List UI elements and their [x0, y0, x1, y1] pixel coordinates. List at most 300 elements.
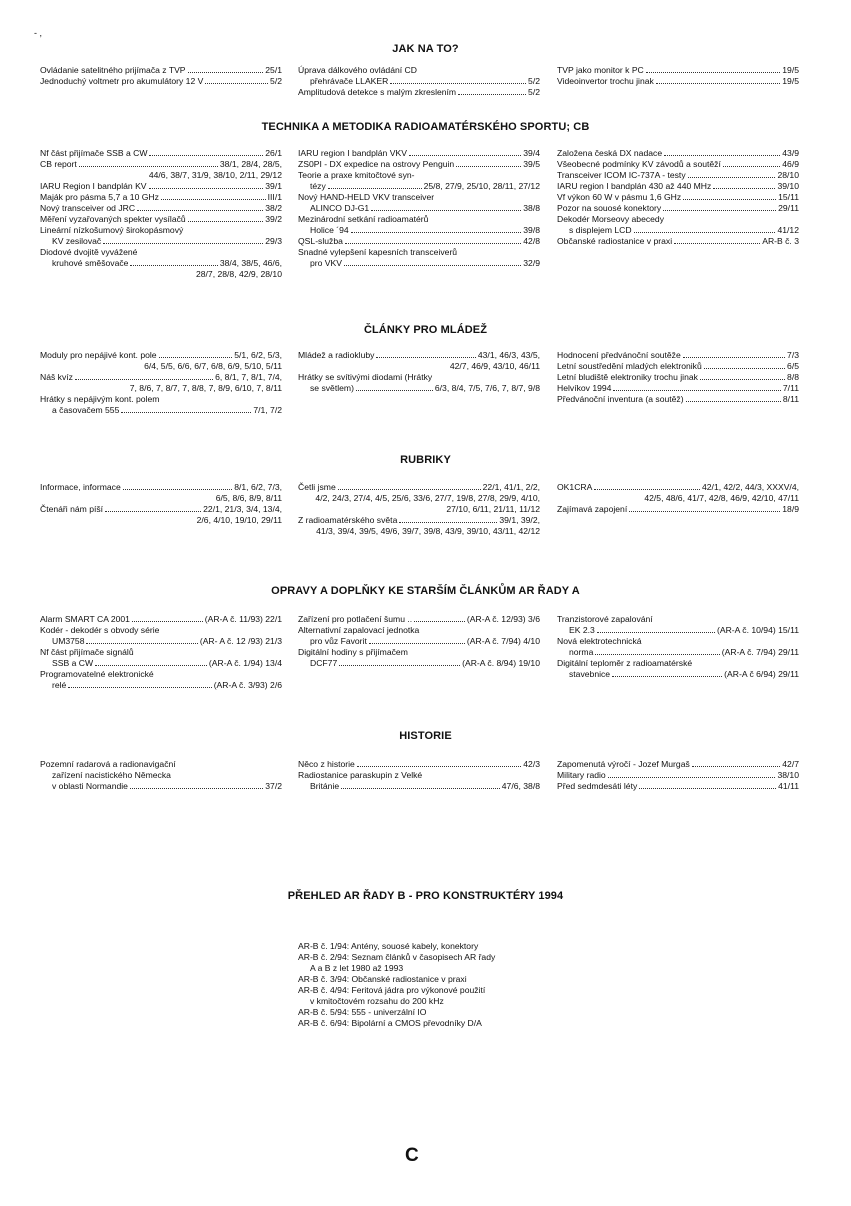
index-entry — [557, 203, 799, 214]
entry-pages: 19/5 — [782, 65, 799, 75]
entry-pages: 41/12 — [777, 225, 799, 235]
entry-title: Zařízení pro potlačení šumu .. — [298, 614, 413, 624]
section-heading: RUBRIKY — [400, 454, 451, 466]
entry-title: Založena česká DX nadace — [557, 148, 663, 158]
index-entry — [40, 181, 282, 192]
dot-leader — [595, 654, 719, 655]
section-column — [298, 759, 540, 792]
entry-pages: 6/5 — [787, 361, 799, 371]
index-entry — [557, 170, 799, 181]
index-entry — [298, 148, 540, 159]
index-entry: Programovatelné elektronické — [40, 669, 154, 679]
index-entry — [40, 614, 282, 625]
dot-leader — [704, 368, 785, 369]
index-entry — [557, 181, 799, 192]
entry-title: Moduly pro nepájivé kont. pole — [40, 350, 157, 360]
index-entry: zařízení nacistického Německa — [52, 770, 171, 780]
arb-line: AR-B č. 5/94: 555 - univerzální IO — [298, 1007, 427, 1017]
index-entry: Nová elektrotechnická — [557, 636, 642, 646]
index-entry — [298, 225, 540, 236]
entry-title: pro VKV — [310, 258, 343, 268]
dot-leader — [456, 166, 521, 167]
dot-leader — [149, 155, 263, 156]
dot-leader — [137, 210, 263, 211]
entry-pages: (AR-A č. 7/94) 4/10 — [466, 636, 540, 646]
entry-pages: 19/5 — [782, 76, 799, 86]
index-entry — [40, 214, 282, 225]
entry-title: v oblasti Normandie — [52, 781, 128, 791]
index-entry — [298, 482, 540, 493]
entry-title: Holice ´94 — [310, 225, 349, 235]
index-entry — [40, 482, 282, 493]
corner-mark: - , — [34, 28, 42, 38]
entry-title: ZS0PI - DX expedice na ostrovy Penguin — [298, 159, 455, 169]
index-entry: Hrátky s nepájivým kont. polem — [40, 394, 160, 404]
entry-title: KV zesilovač — [52, 236, 102, 246]
entry-pages: (AR- A č. 12 /93) 21/3 — [199, 636, 282, 646]
section-column — [298, 614, 540, 669]
entry-pages: (AR-A č. 11/93) 22/1 — [204, 614, 282, 624]
index-entry — [557, 759, 799, 770]
dot-leader — [75, 379, 213, 380]
entry-title: Letní soustředění mladých elektroniků — [557, 361, 702, 371]
index-entry: Úprava dálkového ovládání CD — [298, 65, 417, 75]
entry-pages: 38/2 — [265, 203, 282, 213]
index-entry — [40, 372, 282, 383]
entry-title: Maják pro pásma 5,7 a 10 GHz — [40, 192, 159, 202]
entry-pages: 39/4 — [523, 148, 540, 158]
entry-title: Zajímavá zapojení — [557, 504, 628, 514]
entry-pages: AR-B č. 3 — [762, 236, 799, 246]
entry-title: Pozor na souosé konektory — [557, 203, 662, 213]
entry-pages: 39/1, 39/2, — [499, 515, 540, 525]
entry-pages: 42/7 — [782, 759, 799, 769]
entry-pages: 6/3, 8/4, 7/5, 7/6, 7, 8/7, 9/8 — [434, 383, 540, 393]
dot-leader — [674, 243, 760, 244]
dot-leader — [130, 788, 263, 789]
index-entry — [557, 65, 799, 76]
entry-title: Před sedmdesáti léty — [557, 781, 638, 791]
entry-pages: 41/11 — [778, 781, 799, 791]
index-entry — [557, 647, 799, 658]
entry-title: IARU region I bandplán 430 až 440 MHz — [557, 181, 712, 191]
page-letter: C — [405, 1145, 419, 1166]
entry-title: přehrávače LLAKER — [310, 76, 389, 86]
entry-pages-continued: 44/6, 38/7, 31/9, 38/10, 2/11, 29/12 — [148, 170, 282, 180]
entry-title: Amplitudová detekce s malým zkreslením — [298, 87, 457, 97]
entry-title: Hodnocení předvánoční soutěže — [557, 350, 681, 360]
entry-pages: 38/8 — [523, 203, 540, 213]
dot-leader — [613, 390, 780, 391]
entry-title: IARU region I bandplán VKV — [298, 148, 407, 158]
index-entry — [40, 76, 282, 87]
entry-pages: 25/8, 27/9, 25/10, 28/11, 27/12 — [423, 181, 540, 191]
arb-line: AR-B č. 2/94: Seznam článků v časopisech AR řady — [298, 952, 496, 962]
index-entry — [557, 504, 799, 515]
section-column — [557, 65, 799, 87]
dot-leader — [664, 155, 780, 156]
section-column — [40, 482, 282, 526]
entry-pages-continued: 42/7, 46/9, 43/10, 46/11 — [449, 361, 540, 371]
entry-title: Něco z historie — [298, 759, 355, 769]
entry-pages: (AR-A č 6/94) 29/11 — [724, 669, 799, 679]
entry-pages: 38/10 — [777, 770, 799, 780]
dot-leader — [597, 632, 715, 633]
index-entry — [40, 258, 282, 269]
entry-pages: 29/11 — [778, 203, 799, 213]
entry-pages: 5/2 — [270, 76, 282, 86]
dot-leader — [188, 72, 264, 73]
dot-leader — [328, 188, 422, 189]
index-entry — [40, 658, 282, 669]
entry-pages: 39/8 — [523, 225, 540, 235]
entry-pages: 42/8 — [523, 236, 540, 246]
entry-pages: (AR-A č. 8/94) 19/10 — [462, 658, 540, 668]
entry-pages: 39/10 — [777, 181, 799, 191]
dot-leader — [79, 166, 218, 167]
section-heading: TECHNIKA A METODIKA RADIOAMATÉRSKÉHO SPORTU; CB — [261, 121, 590, 133]
index-entry — [40, 636, 282, 647]
section-column — [40, 759, 282, 792]
entry-pages: 5/1, 6/2, 5/3, — [234, 350, 282, 360]
index-entry — [557, 76, 799, 87]
entry-pages: 7/3 — [787, 350, 799, 360]
entry-pages: (AR-A č. 10/94) 15/11 — [716, 625, 799, 635]
index-entry — [40, 148, 282, 159]
index-entry — [298, 350, 540, 361]
entry-pages-continued: 41/3, 39/4, 39/5, 49/6, 39/7, 39/8, 43/9, 39/10, 43/11, 42/12 — [316, 526, 540, 536]
dot-leader — [86, 643, 197, 644]
dot-leader — [409, 155, 521, 156]
dot-leader — [399, 522, 497, 523]
dot-leader — [683, 357, 785, 358]
dot-leader — [121, 412, 251, 413]
index-entry — [298, 76, 540, 87]
dot-leader — [371, 210, 521, 211]
index-entry — [298, 636, 540, 647]
entry-title: Ovládanie satelitného prijímača z TVP — [40, 65, 186, 75]
dot-leader — [351, 232, 522, 233]
entry-pages: 8/1, 6/2, 7/3, — [234, 482, 282, 492]
entry-pages-continued: 4/2, 24/3, 27/4, 4/5, 25/6, 33/6, 27/7, 19/8, 27/8, 29/9, 4/10, 27/10, 6/11, 21/11, 11/12 — [315, 493, 540, 514]
dot-leader — [390, 83, 526, 84]
dot-leader — [369, 643, 465, 644]
index-entry: Dekodér Morseovy abecedy — [557, 214, 664, 224]
entry-pages: 39/1 — [265, 181, 282, 191]
dot-leader — [656, 83, 780, 84]
entry-title: tézy — [310, 181, 326, 191]
entry-pages: 22/1, 21/3, 3/4, 13/4, — [203, 504, 282, 514]
index-entry — [40, 236, 282, 247]
entry-pages: (AR-A č. 7/94) 29/11 — [721, 647, 799, 657]
index-entry: Digitální hodiny s přijímačem — [298, 647, 408, 657]
entry-pages: 7/11 — [782, 383, 799, 393]
entry-title: Náš kvíz — [40, 372, 73, 382]
index-entry — [40, 405, 282, 416]
index-entry — [557, 192, 799, 203]
index-entry — [40, 159, 282, 170]
entry-title: UM3758 — [52, 636, 85, 646]
entry-title: EK 2.3 — [569, 625, 595, 635]
index-entry — [557, 781, 799, 792]
entry-pages: 25/1 — [265, 65, 282, 75]
dot-leader — [663, 210, 776, 211]
index-entry — [40, 680, 282, 691]
entry-pages: 46/9 — [782, 159, 799, 169]
entry-pages: 15/11 — [778, 192, 799, 202]
index-entry — [298, 759, 540, 770]
entry-title: s displejem LCD — [569, 225, 632, 235]
entry-title: CB report — [40, 159, 77, 169]
index-entry: Tranzistorové zapalování — [557, 614, 653, 624]
index-entry — [298, 781, 540, 792]
dot-leader — [646, 72, 781, 73]
index-entry — [557, 669, 799, 680]
index-entry: Digitální teploměr z radioamatérské — [557, 658, 693, 668]
dot-leader — [338, 489, 481, 490]
index-entry — [298, 258, 540, 269]
index-entry: Teorie a praxe kmitočtové syn- — [298, 170, 415, 180]
entry-pages: 43/9 — [782, 148, 799, 158]
section-heading: JAK NA TO? — [392, 43, 459, 55]
section-column — [557, 614, 799, 680]
entry-pages: 8/8 — [787, 372, 799, 382]
entry-pages-continued: 42/5, 48/6, 41/7, 42/8, 46/9, 42/10, 47/11 — [644, 493, 799, 503]
dot-leader — [376, 357, 475, 358]
index-entry — [557, 625, 799, 636]
arb-line: AR-B č. 6/94: Bipolární a CMOS převodníky D/A — [298, 1018, 482, 1028]
index-entry — [298, 181, 540, 192]
index-entry — [40, 192, 282, 203]
entry-title: Nový transceiver od JRC — [40, 203, 136, 213]
section-column — [40, 614, 282, 691]
entry-title: kruhové směšovače — [52, 258, 129, 268]
section-column — [557, 148, 799, 247]
index-entry — [40, 350, 282, 361]
dot-leader — [357, 766, 521, 767]
section-heading: OPRAVY A DOPLŇKY KE STARŠÍM ČLÁNKŮM AR ŘADY A — [271, 585, 580, 597]
dot-leader — [188, 221, 264, 222]
index-entry: Nový HAND-HELD VKV transceiver — [298, 192, 435, 202]
dot-leader — [608, 777, 776, 778]
entry-title: Nf část přijímače SSB a CW — [40, 148, 148, 158]
index-entry — [557, 350, 799, 361]
section-column — [557, 350, 799, 405]
section-column — [40, 350, 282, 416]
index-entry: Nf část přijímače signálů — [40, 647, 134, 657]
entry-pages: 38/1, 28/4, 28/5, — [219, 159, 282, 169]
dot-leader — [149, 188, 264, 189]
arb-line: A a B z let 1980 až 1993 — [310, 963, 404, 973]
entry-pages-continued: 6/4, 5/5, 6/6, 6/7, 6/8, 6/9, 5/10, 5/11 — [144, 361, 282, 371]
entry-title: DCF77 — [310, 658, 338, 668]
index-entry — [298, 203, 540, 214]
entry-title: Čtenáři nám píší — [40, 504, 104, 514]
entry-pages: 42/3 — [523, 759, 540, 769]
entry-pages: 6, 8/1, 7, 8/1, 7/4, — [215, 372, 282, 382]
dot-leader — [103, 243, 263, 244]
section-column — [298, 350, 540, 394]
entry-title: Mládež a radiokluby — [298, 350, 375, 360]
entry-pages: 39/5 — [523, 159, 540, 169]
index-entry — [298, 614, 540, 625]
index-entry: Mezinárodní setkání radioamatérů — [298, 214, 429, 224]
section-column — [298, 482, 540, 537]
dot-leader — [612, 676, 722, 677]
entry-title: norma — [569, 647, 594, 657]
entry-title: Zapomenutá výročí - Jozef Murgaš — [557, 759, 690, 769]
entry-pages: 38/4, 38/5, 46/6, — [219, 258, 282, 268]
index-entry — [40, 203, 282, 214]
entry-title: Občanské radiostanice v praxi — [557, 236, 673, 246]
index-entry: Radiostanice paraskupin z Velké — [298, 770, 423, 780]
dot-leader — [713, 188, 775, 189]
index-entry — [557, 383, 799, 394]
arb-line: AR-B č. 3/94: Občanské radiostanice v praxi — [298, 974, 467, 984]
index-entry: Kodér - dekodér s obvody série — [40, 625, 160, 635]
dot-leader — [132, 621, 203, 622]
index-entry — [40, 65, 282, 76]
dot-leader — [700, 379, 785, 380]
entry-pages: 43/1, 46/3, 43/5, — [477, 350, 540, 360]
entry-title: ALINCO DJ-G1 — [310, 203, 370, 213]
index-entry: Snadné vylepšení kapesních transceiverů — [298, 247, 458, 257]
entry-title: QSL-služba — [298, 236, 343, 246]
dot-leader — [161, 199, 266, 200]
entry-pages: 47/6, 38/8 — [501, 781, 540, 791]
index-entry — [298, 658, 540, 669]
entry-title: Všeobecné podmínky KV závodů a soutěží — [557, 159, 721, 169]
dot-leader — [594, 489, 700, 490]
entry-title: Letní bludiště elektroniky trochu jinak — [557, 372, 698, 382]
entry-title: Videoinvertor trochu jinak — [557, 76, 654, 86]
entry-title: Jednoduchý voltmetr pro akumulátory 12 V — [40, 76, 204, 86]
arb-heading: PŘEHLED AR ŘADY B - PRO KONSTRUKTÉRY 1994 — [287, 890, 564, 902]
dot-leader — [639, 788, 776, 789]
dot-leader — [130, 265, 217, 266]
index-entry — [557, 372, 799, 383]
dot-leader — [683, 199, 776, 200]
dot-leader — [341, 788, 500, 789]
dot-leader — [68, 687, 211, 688]
entry-pages-continued: 7, 8/6, 7, 8/7, 7, 8/8, 7, 8/9, 6/10, 7, 8/11 — [129, 383, 282, 393]
section-heading: ČLÁNKY PRO MLÁDEŽ — [363, 324, 488, 336]
dot-leader — [105, 511, 201, 512]
entry-title: TVP jako monitor k PC — [557, 65, 644, 75]
index-entry: Lineární nízkošumový širokopásmový — [40, 225, 184, 235]
arb-list — [298, 941, 598, 1029]
entry-pages: 32/9 — [523, 258, 540, 268]
index-entry — [298, 515, 540, 526]
dot-leader — [345, 243, 521, 244]
entry-pages: 29/3 — [265, 236, 282, 246]
index-entry — [557, 482, 799, 493]
entry-title: Předvánoční inventura (a soutěž) — [557, 394, 684, 404]
entry-title: Měření vyzařovaných spekter vysílačů — [40, 214, 186, 224]
dot-leader — [629, 511, 780, 512]
entry-pages-continued: 6/5, 8/6, 8/9, 8/11 — [215, 493, 282, 503]
index-entry: Alternativní zapalovací jednotka — [298, 625, 420, 635]
index-entry — [557, 236, 799, 247]
entry-pages: (AR-A č. 3/93) 2/6 — [213, 680, 282, 690]
index-entry — [40, 781, 282, 792]
entry-pages: 42/1, 42/2, 44/3, XXXV/4, — [702, 482, 799, 492]
entry-title: SSB a CW — [52, 658, 94, 668]
dot-leader — [688, 177, 776, 178]
entry-title: Británie — [310, 781, 340, 791]
entry-title: Četli jsme — [298, 482, 336, 492]
entry-pages: 26/1 — [265, 148, 282, 158]
dot-leader — [723, 166, 780, 167]
entry-pages: 37/2 — [265, 781, 282, 791]
entry-pages: 28/10 — [777, 170, 799, 180]
entry-title: Alarm SMART CA 2001 — [40, 614, 130, 624]
section-column — [557, 759, 799, 792]
arb-line: AR-B č. 1/94: Antény, souosé kabely, konektory — [298, 941, 479, 951]
arb-line: AR-B č. 4/94: Feritová jádra pro výkonové použití — [298, 985, 486, 995]
section-column — [298, 65, 540, 98]
entry-pages: (AR-A č. 1/94) 13/4 — [208, 658, 282, 668]
index-entry — [40, 504, 282, 515]
dot-leader — [692, 766, 780, 767]
index-entry — [557, 159, 799, 170]
entry-title: se světlem) — [310, 383, 354, 393]
index-entry — [298, 87, 540, 98]
arb-line: v kmitočtovém rozsahu do 200 kHz — [310, 996, 444, 1006]
entry-title: Helvíkov 1994 — [557, 383, 612, 393]
dot-leader — [686, 401, 781, 402]
index-entry — [557, 361, 799, 372]
index-entry — [557, 394, 799, 405]
entry-title: OK1CRA — [557, 482, 593, 492]
entry-title: IARU Region I bandplán KV — [40, 181, 147, 191]
dot-leader — [344, 265, 521, 266]
entry-title: stavebnice — [569, 669, 611, 679]
section-column — [298, 148, 540, 269]
entry-title: Informace, informace — [40, 482, 121, 492]
dot-leader — [634, 232, 776, 233]
index-entry — [557, 148, 799, 159]
entry-pages-continued: 2/6, 4/10, 19/10, 29/11 — [196, 515, 282, 525]
entry-pages: (AR-A č. 12/93) 3/6 — [466, 614, 540, 624]
entry-title: Transceiver ICOM IC-737A - testy — [557, 170, 686, 180]
index-entry — [557, 225, 799, 236]
section-column — [557, 482, 799, 515]
dot-leader — [159, 357, 233, 358]
index-entry: Pozemní radarová a radionavigační — [40, 759, 176, 769]
entry-title: Z radioamatérského světa — [298, 515, 398, 525]
index-entry — [298, 383, 540, 394]
entry-pages: 39/2 — [265, 214, 282, 224]
entry-pages: III/1 — [267, 192, 282, 202]
entry-title: Vf výkon 60 W v pásmu 1,6 GHz — [557, 192, 682, 202]
index-entry — [298, 159, 540, 170]
entry-pages: 18/9 — [782, 504, 799, 514]
dot-leader — [95, 665, 207, 666]
section-column — [40, 65, 282, 87]
dot-leader — [123, 489, 233, 490]
entry-pages: 5/2 — [528, 76, 540, 86]
index-entry: Diodové dvojitě vyvážené — [40, 247, 138, 257]
entry-title: relé — [52, 680, 67, 690]
dot-leader — [458, 94, 526, 95]
entry-title: Military radio — [557, 770, 606, 780]
entry-title: pro vůz Favorit — [310, 636, 367, 646]
entry-pages: 22/1, 41/1, 2/2, — [482, 482, 540, 492]
section-column — [40, 148, 282, 280]
dot-leader — [414, 621, 465, 622]
entry-title: a časovačem 555 — [52, 405, 120, 415]
